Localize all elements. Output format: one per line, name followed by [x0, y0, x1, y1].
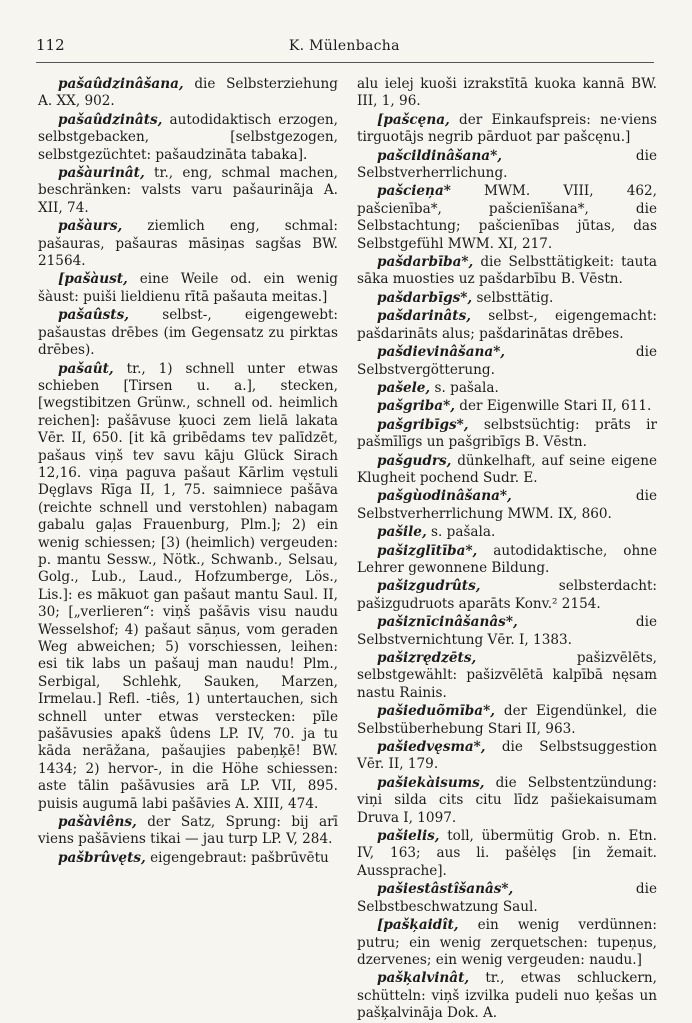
dictionary-entry [357, 828, 657, 880]
page-header [36, 36, 654, 63]
entry-headword: pašdarbīgs*, [377, 289, 473, 306]
entry-definition: der Satz, Sprung: bij arī viens pašāviens tikai — jau turp LP. V, 284. [38, 814, 338, 848]
dictionary-entry [357, 578, 657, 613]
running-head: K. Mülenbacha [288, 38, 400, 54]
entry-headword: pašizglītība*, [377, 542, 478, 559]
dictionary-entry [38, 218, 338, 270]
entry-headword: pašcieņa* [377, 183, 451, 200]
dictionary-entry [357, 543, 657, 578]
entry-definition: tr., etwas schluckern, schütteln: viņš izvilka pudeli nuo ķešas un pašķalvināja Dok. A. [357, 970, 657, 1022]
entry-definition: selbsttätig. [476, 289, 554, 306]
dictionary-entry [38, 307, 338, 359]
entry-definition: selbst-, eigengewebt: pašaustas drēbes (im Gegensatz zu pirktas drēbes). [38, 307, 338, 359]
dictionary-entry [357, 254, 657, 289]
entry-definition: der Einkaufspreis: ne·viens tirguotājs negrib pārduot par pašcęnu.] [357, 111, 657, 146]
entry-definition: die Selbstverherrlichung MWM. IX, 860. [357, 488, 657, 522]
entry-definition: der Eigendünkel, die Selbstüberhebung Stari II, 963. [357, 703, 657, 737]
entry-definition: toll, übermütig Grob. n. Etn. IV, 163; aus li. pašėlęs [in žemait. Aussprache]. [357, 828, 657, 879]
entry-headword: pašiekàisums, [377, 774, 485, 791]
entry-headword: pašdarbība*, [377, 254, 474, 271]
entry-headword: pašiznīcinâšanâs*, [377, 614, 518, 631]
dictionary-entry [357, 148, 657, 183]
dictionary-entry [38, 850, 338, 867]
entry-headword: pašgùodinâšana*, [377, 488, 512, 505]
dictionary-entry [357, 380, 657, 397]
entry-headword: pašele, [377, 379, 431, 396]
dictionary-entry [38, 814, 338, 849]
dictionary-entry [357, 917, 657, 969]
entry-definition: tr., eng, schmal machen, beschränken: valsts varu pašaurinãja A. XII, 74. [38, 165, 338, 216]
entry-headword: [pašķaidît, [377, 917, 459, 934]
entry-headword: pašaûsts, [58, 307, 129, 324]
dictionary-entry [357, 881, 657, 916]
entry-headword: [pašcęna, [377, 111, 450, 128]
entry-definition: die Selbstvergötterung. [357, 344, 657, 378]
right-column [357, 76, 657, 1022]
dictionary-entry [357, 344, 657, 379]
entry-headword: pašgudrs, [377, 452, 452, 469]
dictionary-entry [357, 183, 657, 253]
dictionary-entry [357, 417, 657, 452]
entry-headword: pašgriba*, [377, 398, 455, 415]
entry-headword: pašàurinât, [58, 165, 145, 182]
entry-definition: selbsterdacht: pašizgudruots aparāts Konv.² 2154. [357, 578, 657, 612]
dictionary-entry [38, 112, 338, 164]
dictionary-entry [357, 76, 657, 111]
entry-definition: autodidaktische, ohne Lehrer gewonnene Bildung. [357, 542, 657, 576]
entry-headword: pašdievinâšana*, [377, 344, 506, 361]
entry-headword: pašizrędzēts, [377, 650, 477, 666]
entry-headword: pašile, [377, 524, 427, 541]
entry-definition: die Selbstbeschwatzung Saul. [357, 881, 657, 915]
entry-definition: pašizvēlēts, selbstgewählt: pašizvēlētā kalpībā nęsam nastu Rainis. [357, 650, 657, 701]
dictionary-entry [357, 488, 657, 523]
entry-headword: pašaût, [58, 360, 114, 377]
entry-headword: pašaûdzinâts, [58, 111, 163, 128]
dictionary-entry [357, 112, 657, 147]
entry-definition: s. pašala. [434, 379, 499, 396]
entry-headword: pašizgudrûts, [377, 578, 481, 595]
entry-headword: pašbrûvęts, [58, 849, 146, 866]
entry-definition: dünkelhaft, auf seine eigene Klugheit pochend Sudr. E. [357, 452, 657, 486]
entry-definition: ein wenig verdünnen: putru; ein wenig zerquetschen: tupeņus, dzervenes; ein wenig vergeuden: naudu.] [357, 917, 657, 968]
entry-definition: MWM. VIII, 462, pašcienība*, pašcienīšana*, die Selbstachtung; pašcienības jūtas, das Selbstgefühl MWM. XI, 217. [357, 183, 657, 252]
dictionary-entry [357, 970, 657, 1022]
entry-definition: selbstsüchtig: prāts ir pašmīlīgs un pašgribīgs B. Vēstn. [357, 416, 657, 451]
entry-headword: pašieduõmība*, [377, 703, 495, 720]
dictionary-entry [357, 290, 657, 307]
entry-headword: pašiedvęsma*, [377, 739, 486, 756]
dictionary-entry [357, 739, 657, 774]
entry-definition: die Selbstentzündung: viņi silda cits citu līdz pašiekaisumam Druva I, 1097. [357, 774, 657, 826]
entry-definition: alu ielej kuoši izrakstītā kuoka kannā BW. III, 1, 96. [357, 76, 657, 110]
dictionary-entry [38, 165, 338, 217]
entry-headword: pašcildinâšana*, [377, 147, 502, 164]
dictionary-entry [357, 524, 657, 541]
entry-definition: die Selbstvernichtung Vēr. I, 1383. [357, 614, 657, 648]
page-number: 112 [36, 36, 65, 54]
entry-definition: die Selbstsuggestion Vēr. II, 179. [357, 739, 657, 773]
dictionary-entry [357, 308, 657, 343]
left-column [38, 76, 338, 994]
entry-definition: autodidaktisch erzogen, selbstgebacken, [selbstgezogen, selbstgezüchtet: pašaudzināta tabaka]. [38, 111, 338, 163]
entry-definition: selbst-, eigengemacht: pašdarināts alus; pašdarinātas drēbes. [357, 308, 657, 342]
dictionary-entry [357, 453, 657, 488]
entry-definition: die Selbstverherrlichung. [357, 147, 657, 182]
dictionary-entry [357, 650, 657, 702]
dictionary-entry [357, 703, 657, 738]
entry-definition: eine Weile od. ein wenig šàust: puiši lieldienu rītā pašauta meitas.] [38, 271, 339, 305]
entry-headword: pašàurs, [58, 218, 123, 235]
dictionary-entry [38, 271, 338, 306]
entry-definition: eigengebraut: pašbrūvētu [150, 849, 329, 866]
dictionary-entry [357, 775, 657, 827]
dictionary-entry [357, 398, 657, 415]
dictionary-entry [38, 361, 338, 814]
entry-headword: pašgribīgs*, [377, 416, 469, 433]
entry-headword: pašaûdzinâšana, [58, 76, 184, 92]
entry-headword: pašàviêns, [58, 814, 137, 831]
dictionary-entry [38, 76, 338, 111]
entry-definition: die Selbsttätigkeit: tauta sāka muosties uz pašdarbību B. Vēstn. [357, 254, 657, 288]
entry-headword: pašielis, [377, 828, 440, 845]
entry-definition: die Selbsterziehung A. XX, 902. [38, 76, 338, 110]
entry-definition: tr., 1) schnell unter etwas schieben [Tirsen u. a.], stecken, [wegstibitzen Grünw., schnell od. heimlich reichen]: pašāvuse ķuoci zem lielā lakata Vēr. II, 650. [it kā gribēdams tev palīdzēt, pašaus viņš tev savu kāju Glück Sirach 12,16. viņa paguva pašaut Kārlim vęstuli Dęglavs Rīga II, 1, 75. saimniece pašāva (reichte schnell und verstohlen) nabagam gabalu gaļas Frauenburg, Plm.]; 2) ein wenig schiessen; [3) (heimlich) vergeuden: p. mantu Sessw., Nötk., Schwanb., Selsau, Golg., Lub., Laud., Hofzumberge, Lös., Lis.]: es mākuot gan pašaut mantu Saul. II, 30; [„verlieren“: viņš pašāvis visu naudu Wesselshof; 4) pašaut sāņus, vom geraden Weg abweichen; 5) vorschiessen, leihen: esi tik labs un pašauj man naudu! Plm., Serbigal, Schlehk, Sauken, Marzen, Irmelau.] Refl. -tiês, 1) untertauchen, sich schnell unter etwas verstecken: pīle pašāvusies apakš ûdens LP. IV, 70. ja tu kāda nerāžana, pašaujies pabeņķē! BW. 1434; 2) hervor-, in die Höhe schiessen: aste tālin pašāvusies arā LP. VII, 895. puisis augumā labi pašāvies A. XIII, 474. [38, 360, 338, 812]
entry-definition: s. pašala. [431, 524, 496, 541]
entry-definition: ziemlich eng, schmal: pašauras, pašauras māsiņas sagšas BW. 21564. [38, 218, 338, 270]
entry-headword: pašiestâstîšanâs*, [377, 881, 514, 898]
entry-headword: pašdarinâts, [377, 308, 471, 325]
entry-definition: der Eigenwille Stari II, 611. [459, 398, 652, 415]
dictionary-entry [357, 614, 657, 649]
entry-headword: pašķalvinât, [377, 970, 470, 987]
entry-headword: [pašàust, [58, 271, 128, 288]
